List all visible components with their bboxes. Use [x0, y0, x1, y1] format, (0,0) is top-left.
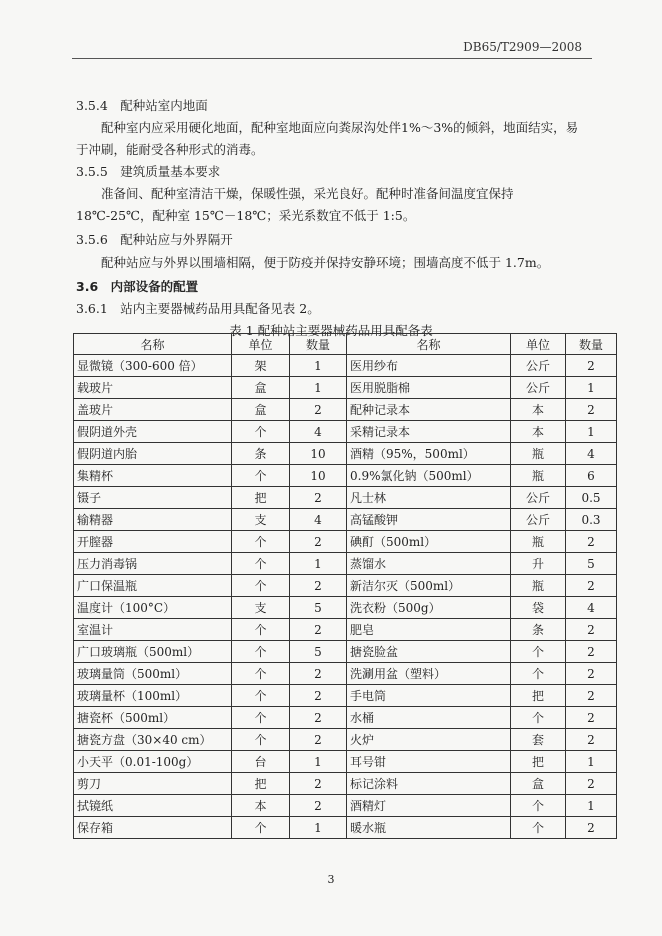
- table-row: [74, 817, 617, 839]
- table-row: [74, 443, 617, 465]
- item-name: 洗涮用盆（塑料）: [347, 663, 511, 685]
- item-name: 搪瓷脸盆: [347, 641, 511, 663]
- item-quantity: 1: [290, 817, 347, 839]
- item-quantity: 1: [290, 751, 347, 773]
- item-quantity: 2: [566, 355, 617, 377]
- item-name: 室温计: [74, 619, 232, 641]
- item-unit: 个: [232, 641, 290, 663]
- item-name: 玻璃量杯（100ml）: [74, 685, 232, 707]
- item-quantity: 2: [566, 729, 617, 751]
- item-unit: 盒: [232, 399, 290, 421]
- table-row: [74, 509, 617, 531]
- table-row: [74, 685, 617, 707]
- item-quantity: 2: [290, 399, 347, 421]
- section-3-5-6-title: 3.5.6 配种站应与外界隔开: [76, 232, 233, 247]
- item-name: 0.9%氯化钠（500ml）: [347, 465, 511, 487]
- section-3-5-4-title: 3.5.4 配种站室内地面: [76, 98, 208, 113]
- item-name: 搪瓷杯（500ml）: [74, 707, 232, 729]
- section-3-5-6-body: 配种站应与外界以围墙相隔，便于防疫并保持安静环境；围墙高度不低于 1.7m。: [101, 255, 550, 270]
- item-quantity: 1: [566, 795, 617, 817]
- item-quantity: 0.5: [566, 487, 617, 509]
- item-quantity: 5: [566, 553, 617, 575]
- item-quantity: 2: [566, 817, 617, 839]
- item-name: 配种记录本: [347, 399, 511, 421]
- item-quantity: 6: [566, 465, 617, 487]
- item-unit: 支: [232, 597, 290, 619]
- item-quantity: 4: [290, 421, 347, 443]
- item-unit: 本: [232, 795, 290, 817]
- item-name: 手电筒: [347, 685, 511, 707]
- item-unit: 台: [232, 751, 290, 773]
- item-unit: 本: [511, 399, 566, 421]
- header-unit: 单位: [232, 334, 290, 355]
- item-name: 输精器: [74, 509, 232, 531]
- item-name: 蒸馏水: [347, 553, 511, 575]
- item-quantity: 2: [290, 487, 347, 509]
- item-unit: 盒: [511, 773, 566, 795]
- item-name: 镊子: [74, 487, 232, 509]
- item-name: 广口玻璃瓶（500ml）: [74, 641, 232, 663]
- table-row: [74, 663, 617, 685]
- item-name: 新洁尔灭（500ml）: [347, 575, 511, 597]
- item-unit: 瓶: [511, 575, 566, 597]
- item-unit: 个: [232, 553, 290, 575]
- item-unit: 个: [232, 707, 290, 729]
- item-quantity: 1: [566, 421, 617, 443]
- table-row: [74, 465, 617, 487]
- table-row: [74, 729, 617, 751]
- item-quantity: 10: [290, 465, 347, 487]
- item-unit: 条: [511, 619, 566, 641]
- item-quantity: 1: [290, 355, 347, 377]
- item-quantity: 4: [566, 597, 617, 619]
- item-unit: 把: [232, 773, 290, 795]
- header-quantity: 数量: [566, 334, 617, 355]
- item-name: 假阴道内胎: [74, 443, 232, 465]
- header-rule: [72, 58, 592, 59]
- item-name: 玻璃量筒（500ml）: [74, 663, 232, 685]
- item-quantity: 2: [290, 575, 347, 597]
- section-3-6-title: 3.6 内部设备的配置: [76, 279, 199, 294]
- item-name: 暖水瓶: [347, 817, 511, 839]
- item-name: 酒精（95%，500ml）: [347, 443, 511, 465]
- item-unit: 个: [232, 685, 290, 707]
- item-quantity: 2: [290, 707, 347, 729]
- item-quantity: 2: [566, 399, 617, 421]
- item-quantity: 4: [566, 443, 617, 465]
- table-row: [74, 553, 617, 575]
- item-name: 凡士林: [347, 487, 511, 509]
- equipment-table: [73, 333, 617, 839]
- item-name: 盖玻片: [74, 399, 232, 421]
- item-unit: 个: [232, 817, 290, 839]
- item-unit: 个: [511, 707, 566, 729]
- table-row: [74, 421, 617, 443]
- item-quantity: 2: [290, 619, 347, 641]
- item-name: 酒精灯: [347, 795, 511, 817]
- item-unit: 公斤: [511, 355, 566, 377]
- item-quantity: 1: [566, 751, 617, 773]
- item-name: 小天平（0.01-100g）: [74, 751, 232, 773]
- item-name: 显微镜（300-600 倍）: [74, 355, 232, 377]
- item-name: 开膣器: [74, 531, 232, 553]
- header-quantity: 数量: [290, 334, 347, 355]
- item-unit: 架: [232, 355, 290, 377]
- item-unit: 公斤: [511, 487, 566, 509]
- page-number: 3: [327, 873, 335, 886]
- item-name: 肥皂: [347, 619, 511, 641]
- item-name: 拭镜纸: [74, 795, 232, 817]
- table-row: [74, 773, 617, 795]
- table-row: [74, 641, 617, 663]
- item-quantity: 2: [566, 575, 617, 597]
- item-unit: 个: [232, 465, 290, 487]
- item-unit: 个: [511, 817, 566, 839]
- item-quantity: 2: [566, 641, 617, 663]
- item-name: 压力消毒锅: [74, 553, 232, 575]
- header-name: 名称: [74, 334, 232, 355]
- item-unit: 个: [232, 575, 290, 597]
- item-unit: 把: [232, 487, 290, 509]
- item-name: 假阴道外壳: [74, 421, 232, 443]
- item-name: 广口保温瓶: [74, 575, 232, 597]
- item-quantity: 2: [566, 685, 617, 707]
- table-caption: 表 1 配种站主要器械药品用具配备表: [229, 323, 433, 338]
- item-name: 温度计（100°C）: [74, 597, 232, 619]
- item-quantity: 1: [566, 377, 617, 399]
- item-quantity: 2: [566, 663, 617, 685]
- item-name: 水桶: [347, 707, 511, 729]
- item-unit: 个: [232, 663, 290, 685]
- section-3-5-4-body: 配种室内应采用硬化地面，配种室地面应向粪尿沟处伴1%～3%的倾斜，地面结实，易于冲刷，能耐受各种形式的消毒。: [76, 120, 579, 157]
- item-name: 医用纱布: [347, 355, 511, 377]
- table-row: [74, 707, 617, 729]
- header-unit: 单位: [511, 334, 566, 355]
- item-unit: 公斤: [511, 377, 566, 399]
- table-row: [74, 751, 617, 773]
- item-quantity: 2: [290, 795, 347, 817]
- item-unit: 本: [511, 421, 566, 443]
- item-name: 医用脱脂棉: [347, 377, 511, 399]
- item-unit: 套: [511, 729, 566, 751]
- item-quantity: 2: [566, 773, 617, 795]
- item-quantity: 10: [290, 443, 347, 465]
- item-unit: 瓶: [511, 465, 566, 487]
- table-row: [74, 597, 617, 619]
- table-row: [74, 575, 617, 597]
- table-row: [74, 619, 617, 641]
- item-name: 碘酊（500ml）: [347, 531, 511, 553]
- document-code: DB65/T2909—2008: [463, 40, 582, 54]
- item-name: 保存箱: [74, 817, 232, 839]
- header-name: 名称: [347, 334, 511, 355]
- item-name: 洗衣粉（500g）: [347, 597, 511, 619]
- item-name: 载玻片: [74, 377, 232, 399]
- item-unit: 个: [511, 641, 566, 663]
- item-unit: 袋: [511, 597, 566, 619]
- item-name: 集精杯: [74, 465, 232, 487]
- item-quantity: 1: [290, 553, 347, 575]
- item-name: 耳号钳: [347, 751, 511, 773]
- table-header-row: [74, 334, 617, 355]
- item-unit: 个: [511, 795, 566, 817]
- item-unit: 把: [511, 685, 566, 707]
- section-3-6-1-title: 3.6.1 站内主要器械药品用具配备见表 2。: [76, 301, 320, 316]
- item-unit: 支: [232, 509, 290, 531]
- item-unit: 个: [511, 663, 566, 685]
- item-name: 剪刀: [74, 773, 232, 795]
- table-row: [74, 531, 617, 553]
- item-quantity: 5: [290, 597, 347, 619]
- item-quantity: 5: [290, 641, 347, 663]
- item-unit: 公斤: [511, 509, 566, 531]
- item-quantity: 2: [290, 531, 347, 553]
- item-quantity: 2: [566, 531, 617, 553]
- item-unit: 个: [232, 619, 290, 641]
- item-name: 高锰酸钾: [347, 509, 511, 531]
- item-unit: 瓶: [511, 531, 566, 553]
- item-quantity: 2: [566, 707, 617, 729]
- item-unit: 个: [232, 531, 290, 553]
- item-unit: 条: [232, 443, 290, 465]
- item-unit: 升: [511, 553, 566, 575]
- table-row: [74, 487, 617, 509]
- section-3-5-5-body: 准备间、配种室清洁干燥，保暖性强，采光良好。配种时准备间温度宜保持 18℃-25℃，配种室 15℃－18℃；采光系数宜不低于 1:5。: [76, 186, 514, 223]
- item-quantity: 0.3: [566, 509, 617, 531]
- table-row: [74, 795, 617, 817]
- item-quantity: 1: [290, 377, 347, 399]
- item-unit: 个: [232, 421, 290, 443]
- item-name: 火炉: [347, 729, 511, 751]
- item-unit: 个: [232, 729, 290, 751]
- item-quantity: 2: [290, 773, 347, 795]
- item-quantity: 2: [290, 663, 347, 685]
- item-quantity: 2: [566, 619, 617, 641]
- item-unit: 盒: [232, 377, 290, 399]
- table-row: [74, 377, 617, 399]
- item-quantity: 2: [290, 729, 347, 751]
- item-name: 采精记录本: [347, 421, 511, 443]
- item-name: 搪瓷方盘（30×40 cm）: [74, 729, 232, 751]
- item-name: 标记涂料: [347, 773, 511, 795]
- item-quantity: 4: [290, 509, 347, 531]
- section-3-5-5-title: 3.5.5 建筑质量基本要求: [76, 164, 221, 179]
- item-unit: 瓶: [511, 443, 566, 465]
- table-row: [74, 399, 617, 421]
- item-unit: 把: [511, 751, 566, 773]
- item-quantity: 2: [290, 685, 347, 707]
- table-row: [74, 355, 617, 377]
